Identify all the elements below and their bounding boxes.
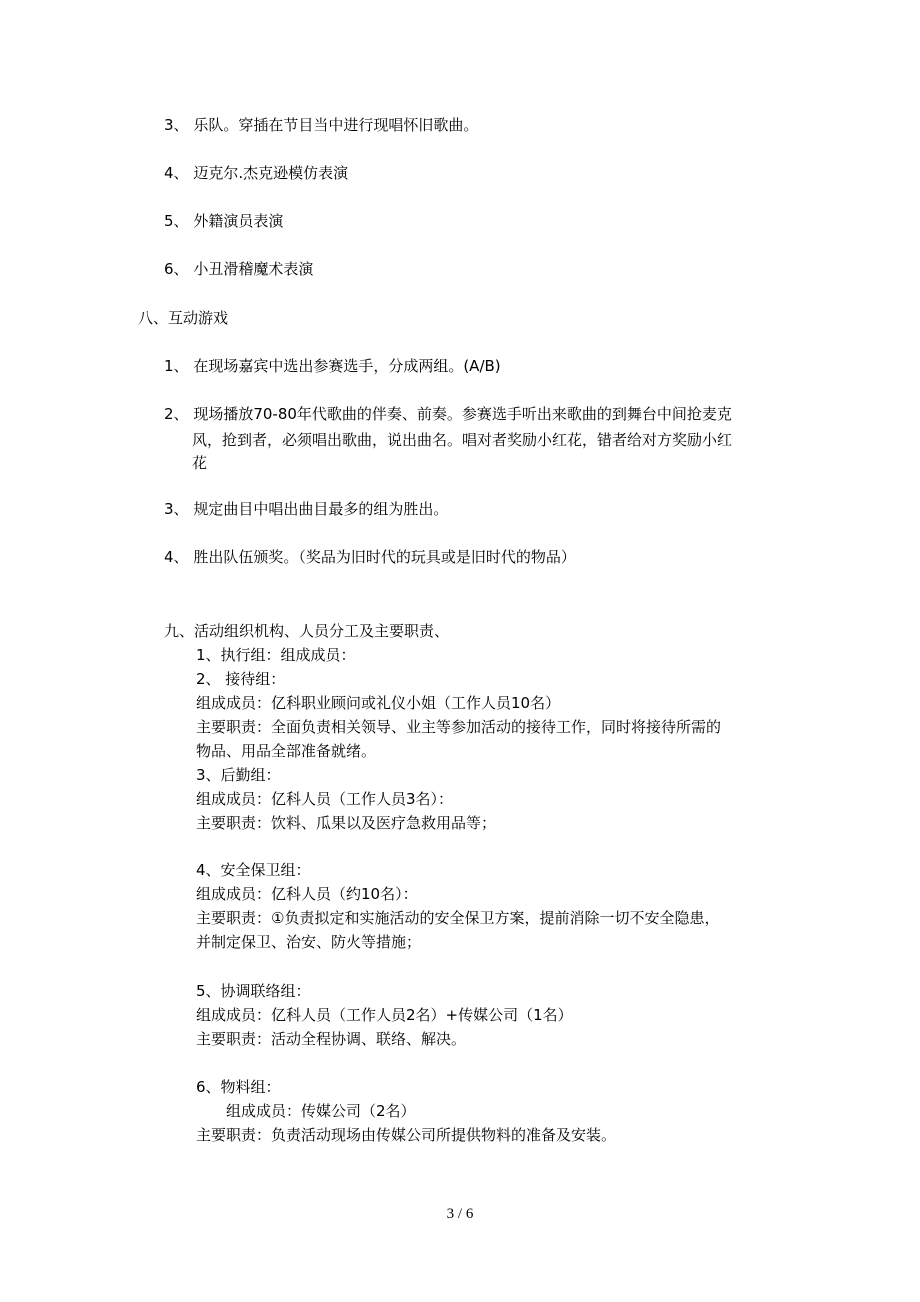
group-duties: 主要职责：全面负责相关领导、业主等参加活动的接待工作，同时将接待所需的 <box>196 718 722 736</box>
group-members: 组成成员：亿科人员（工作人员2名）+传媒公司（1名） <box>196 1006 573 1024</box>
group-members: 组成成员：亿科人员（约10名）： <box>196 885 418 903</box>
group-title: 5、协调联络组： <box>196 982 311 1000</box>
group-duties: 主要职责：活动全程协调、联络、解决。 <box>196 1030 467 1048</box>
item-text: 在现场嘉宾中选出参赛选手，分成两组。(A/B) <box>193 357 501 375</box>
list-item <box>164 498 448 520</box>
item-text-continued: 花 <box>192 454 208 472</box>
group-title: 6、物料组： <box>196 1078 281 1096</box>
item-number: 5、 <box>164 212 189 230</box>
item-number: 3、 <box>164 500 189 518</box>
item-text: 外籍演员表演 <box>193 212 284 230</box>
item-number: 4、 <box>164 164 189 182</box>
group-duties: 主要职责：饮料、瓜果以及医疗急救用品等； <box>196 814 497 832</box>
item-text: 迈克尔.杰克逊模仿表演 <box>193 164 349 182</box>
item-number: 6、 <box>164 260 189 278</box>
item-text: 胜出队伍颁奖。（奖品为旧时代的玩具或是旧时代的物品） <box>193 548 576 566</box>
group-title: 1、执行组：组成成员： <box>196 646 356 664</box>
item-number: 2、 <box>164 405 189 423</box>
item-text: 小丑滑稽魔术表演 <box>193 260 314 278</box>
item-text: 现场播放70-80年代歌曲的伴奏、前奏。参赛选手听出来歌曲的到舞台中间抢麦克 <box>193 405 732 423</box>
item-number: 3、 <box>164 116 189 134</box>
list-item <box>164 258 313 280</box>
item-text-continued: 风，抢到者，必须唱出歌曲，说出曲名。唱对者奖励小红花，错者给对方奖励小红 <box>192 431 733 449</box>
group-title: 2、 接待组： <box>196 670 286 688</box>
item-text: 乐队。穿插在节目当中进行现唱怀旧歌曲。 <box>193 116 479 134</box>
group-members: 组成成员：亿科职业顾问或礼仪小姐（工作人员10名） <box>196 694 561 712</box>
list-item <box>164 355 501 377</box>
list-item <box>164 162 348 184</box>
group-duties-continued: 物品、用品全部准备就绪。 <box>196 742 377 760</box>
group-members: 组成成员：亿科人员（工作人员3名）： <box>196 790 454 808</box>
page-number: 3 / 6 <box>446 1206 474 1222</box>
item-number: 4、 <box>164 548 189 566</box>
group-duties: 主要职责：负责活动现场由传媒公司所提供物料的准备及安装。 <box>196 1126 617 1144</box>
list-item <box>164 114 478 136</box>
item-number: 1、 <box>164 357 189 375</box>
group-title: 4、安全保卫组： <box>196 861 311 879</box>
group-title: 3、后勤组： <box>196 766 281 784</box>
section-heading-organization: 九、活动组织机构、人员分工及主要职责、 <box>164 622 450 640</box>
group-duties-continued: 并制定保卫、治安、防火等措施； <box>196 933 422 951</box>
group-members: 组成成员：传媒公司（2名） <box>226 1102 416 1120</box>
group-duties: 主要职责：①负责拟定和实施活动的安全保卫方案，提前消除一切不安全隐患， <box>196 909 720 927</box>
item-text: 规定曲目中唱出曲目最多的组为胜出。 <box>193 500 449 518</box>
list-item <box>164 403 732 425</box>
section-heading-interactive-games: 八、互动游戏 <box>138 309 229 327</box>
list-item <box>164 546 576 568</box>
list-item <box>164 210 283 232</box>
